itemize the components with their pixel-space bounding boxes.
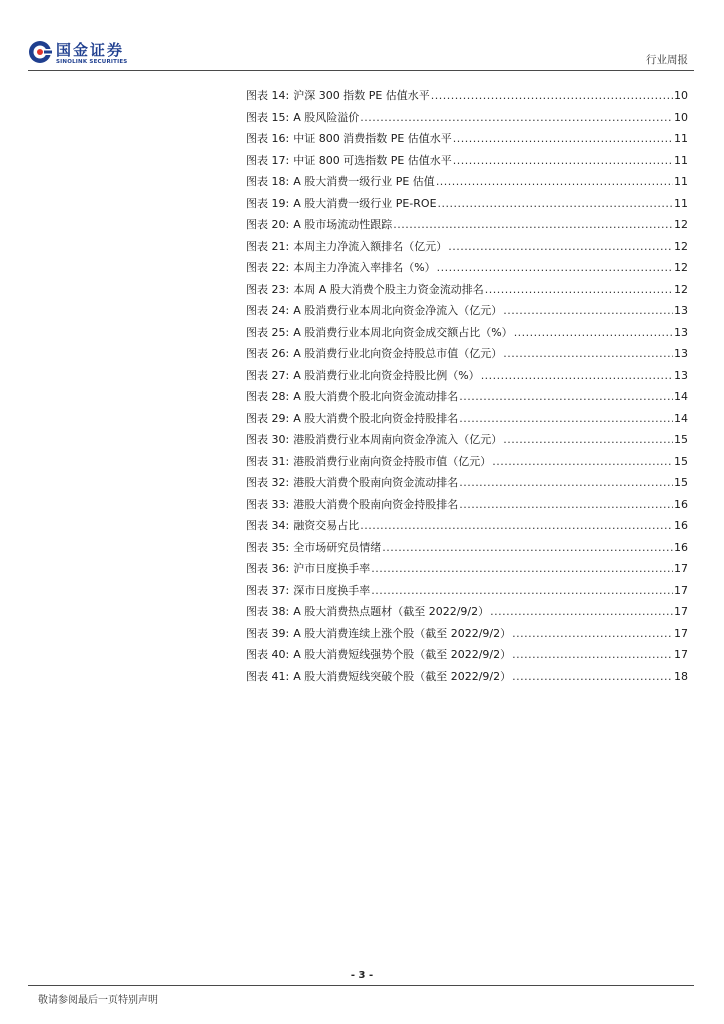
toc-entry-title: A 股消费行业北向资金持股总市值（亿元） <box>293 347 503 360</box>
toc-entry-page: 15 <box>674 454 688 468</box>
toc-dot-leader <box>485 283 673 297</box>
toc-entry-number: 图表 21: <box>246 239 290 253</box>
toc-entry-title: 港股大消费个股南向资金流动排名 <box>293 476 459 489</box>
toc-dot-leader <box>503 304 673 318</box>
toc-entry-number: 图表 41: <box>246 669 290 683</box>
toc-entry[interactable] <box>246 369 688 391</box>
toc-dot-leader <box>512 648 673 662</box>
toc-entry[interactable] <box>246 627 688 649</box>
toc-entry[interactable] <box>246 519 688 541</box>
toc-dot-leader <box>393 218 673 232</box>
toc-entry-number: 图表 37: <box>246 583 290 597</box>
toc-entry-title: 港股大消费个股南向资金持股排名 <box>293 497 459 511</box>
toc-entry[interactable] <box>246 347 688 369</box>
figure-index-list <box>246 89 688 691</box>
toc-entry-title: A 股消费行业本周北向资金净流入（亿元） <box>293 304 503 317</box>
toc-entry-page: 14 <box>674 390 688 403</box>
toc-entry-number: 图表 19: <box>246 196 290 210</box>
toc-entry-title: 深市日度换手率 <box>293 583 371 597</box>
toc-dot-leader <box>371 584 673 598</box>
toc-dot-leader <box>481 369 673 383</box>
toc-entry[interactable] <box>246 584 688 606</box>
disclaimer-note: 敬请参阅最后一页特别声明 <box>38 995 158 1006</box>
toc-entry-page: 17 <box>674 562 688 575</box>
toc-entry-page: 12 <box>674 261 688 274</box>
toc-entry-page: 17 <box>674 648 688 661</box>
toc-dot-leader <box>459 476 673 490</box>
toc-entry-number: 图表 35: <box>246 540 290 554</box>
report-type-label: 行业周报 <box>646 54 688 66</box>
toc-dot-leader <box>490 605 673 619</box>
toc-entry[interactable] <box>246 304 688 326</box>
toc-entry-number: 图表 18: <box>246 175 290 188</box>
toc-dot-leader <box>371 562 673 576</box>
toc-entry[interactable] <box>246 433 688 455</box>
toc-entry-number: 图表 26: <box>246 347 290 360</box>
toc-entry-number: 图表 22: <box>246 261 290 274</box>
toc-entry-title: 港股消费行业本周南向资金净流入（亿元） <box>293 433 503 446</box>
toc-dot-leader <box>459 498 673 512</box>
toc-entry[interactable] <box>246 111 688 133</box>
toc-entry-title: A 股大消费一级行业 PE 估值 <box>293 175 435 188</box>
toc-entry[interactable] <box>246 132 688 154</box>
toc-entry-page: 17 <box>674 583 688 597</box>
toc-entry-page: 11 <box>674 132 688 145</box>
toc-entry-title: A 股大消费短线突破个股（截至 2022/9/2） <box>293 669 512 683</box>
toc-entry[interactable] <box>246 562 688 584</box>
toc-entry[interactable] <box>246 283 688 305</box>
toc-dot-leader <box>360 111 673 125</box>
toc-entry-title: A 股大消费个股北向资金流动排名 <box>293 390 459 403</box>
header-divider <box>28 70 694 71</box>
toc-entry-title: 融资交易占比 <box>293 519 360 532</box>
toc-entry-title: 本周 A 股大消费个股主力资金流动排名 <box>293 282 484 296</box>
toc-entry-title: A 股大消费连续上涨个股（截至 2022/9/2） <box>293 626 512 640</box>
toc-entry-number: 图表 29: <box>246 411 290 425</box>
toc-dot-leader <box>459 412 673 426</box>
page-header <box>28 38 694 72</box>
toc-entry-page: 12 <box>674 218 688 231</box>
toc-entry-title: 本周主力净流入额排名（亿元） <box>293 239 448 253</box>
toc-entry[interactable] <box>246 648 688 670</box>
toc-entry[interactable] <box>246 326 688 348</box>
toc-entry-number: 图表 14: <box>246 89 290 102</box>
toc-entry-title: A 股消费行业本周北向资金成交额占比（%） <box>293 325 513 339</box>
sinolink-logo-icon <box>28 40 52 64</box>
toc-dot-leader <box>360 519 673 533</box>
toc-entry-number: 图表 34: <box>246 519 290 532</box>
toc-entry-title: A 股大消费短线强势个股（截至 2022/9/2） <box>293 648 512 661</box>
toc-entry-title: A 股市场流动性跟踪 <box>293 218 393 231</box>
toc-entry[interactable] <box>246 455 688 477</box>
toc-dot-leader <box>492 455 673 469</box>
logo-english-name: SINOLINK SECURITIES <box>56 59 128 65</box>
toc-entry-title: 本周主力净流入率排名（%） <box>293 261 436 274</box>
toc-entry-page: 11 <box>674 153 688 167</box>
toc-entry-number: 图表 40: <box>246 648 290 661</box>
toc-dot-leader <box>459 390 673 404</box>
toc-entry[interactable] <box>246 541 688 563</box>
toc-entry-number: 图表 31: <box>246 454 290 468</box>
toc-entry-title: A 股大消费个股北向资金持股排名 <box>293 411 459 425</box>
toc-entry-page: 13 <box>674 325 688 339</box>
toc-dot-leader <box>382 541 673 555</box>
toc-dot-leader <box>503 433 673 447</box>
toc-entry-page: 14 <box>674 411 688 425</box>
toc-dot-leader <box>453 154 673 168</box>
toc-dot-leader <box>436 175 673 189</box>
toc-entry-number: 图表 23: <box>246 282 290 296</box>
toc-entry-number: 图表 24: <box>246 304 290 317</box>
toc-entry-number: 图表 38: <box>246 605 290 618</box>
toc-entry-page: 13 <box>674 347 688 360</box>
toc-entry[interactable] <box>246 605 688 627</box>
toc-entry[interactable] <box>246 498 688 520</box>
toc-entry-number: 图表 27: <box>246 368 290 382</box>
toc-entry[interactable] <box>246 175 688 197</box>
toc-dot-leader <box>431 89 673 103</box>
toc-entry-page: 17 <box>674 626 688 640</box>
toc-entry[interactable] <box>246 154 688 176</box>
toc-entry-page: 11 <box>674 196 688 210</box>
toc-entry-page: 16 <box>674 540 688 554</box>
toc-entry-number: 图表 28: <box>246 390 290 403</box>
toc-entry-page: 12 <box>674 282 688 296</box>
toc-entry-number: 图表 32: <box>246 476 290 489</box>
toc-entry-number: 图表 20: <box>246 218 290 231</box>
toc-dot-leader <box>512 670 673 684</box>
toc-entry-title: 沪市日度换手率 <box>293 562 371 575</box>
toc-entry-number: 图表 16: <box>246 132 290 145</box>
toc-entry-number: 图表 33: <box>246 497 290 511</box>
toc-entry-title: A 股大消费热点题材（截至 2022/9/2） <box>293 605 490 618</box>
toc-entry-number: 图表 17: <box>246 153 290 167</box>
toc-dot-leader <box>453 132 673 146</box>
toc-entry-title: A 股消费行业北向资金持股比例（%） <box>293 368 480 382</box>
toc-entry-page: 16 <box>674 497 688 511</box>
footer-divider <box>28 985 694 986</box>
toc-entry-number: 图表 30: <box>246 433 290 446</box>
toc-dot-leader <box>448 240 673 254</box>
toc-entry[interactable] <box>246 261 688 283</box>
toc-dot-leader <box>514 326 673 340</box>
toc-entry-page: 12 <box>674 239 688 253</box>
toc-entry-page: 10 <box>674 89 688 102</box>
toc-entry-title: 沪深 300 指数 PE 估值水平 <box>293 89 430 102</box>
toc-entry[interactable] <box>246 476 688 498</box>
page-number: - 3 - <box>350 970 374 981</box>
toc-entry-page: 16 <box>674 519 688 532</box>
toc-entry-page: 13 <box>674 304 688 317</box>
toc-entry-page: 17 <box>674 605 688 618</box>
toc-entry[interactable] <box>246 670 688 692</box>
toc-entry-number: 图表 36: <box>246 562 290 575</box>
toc-dot-leader <box>503 347 673 361</box>
toc-entry[interactable] <box>246 218 688 240</box>
toc-dot-leader <box>438 197 673 211</box>
toc-entry-title: A 股大消费一级行业 PE-ROE <box>293 196 437 210</box>
toc-entry-number: 图表 39: <box>246 626 290 640</box>
toc-entry-number: 图表 25: <box>246 325 290 339</box>
toc-entry[interactable] <box>246 412 688 434</box>
toc-entry[interactable] <box>246 240 688 262</box>
toc-entry[interactable] <box>246 197 688 219</box>
toc-entry-page: 11 <box>674 175 688 188</box>
toc-entry-number: 图表 15: <box>246 110 290 124</box>
toc-entry[interactable] <box>246 89 688 111</box>
toc-dot-leader <box>512 627 673 641</box>
toc-entry-page: 18 <box>674 669 688 683</box>
toc-dot-leader <box>437 261 673 275</box>
toc-entry[interactable] <box>246 390 688 412</box>
logo-chinese-name: 国金证券 <box>56 41 125 59</box>
toc-entry-page: 13 <box>674 368 688 382</box>
toc-entry-title: 中证 800 可选指数 PE 估值水平 <box>293 153 452 167</box>
toc-entry-title: 全市场研究员情绪 <box>293 540 382 554</box>
toc-entry-page: 10 <box>674 110 688 124</box>
toc-entry-title: 港股消费行业南向资金持股市值（亿元） <box>293 454 492 468</box>
toc-entry-title: A 股风险溢价 <box>293 110 360 124</box>
toc-entry-title: 中证 800 消费指数 PE 估值水平 <box>293 132 452 145</box>
toc-entry-page: 15 <box>674 433 688 446</box>
toc-entry-page: 15 <box>674 476 688 489</box>
